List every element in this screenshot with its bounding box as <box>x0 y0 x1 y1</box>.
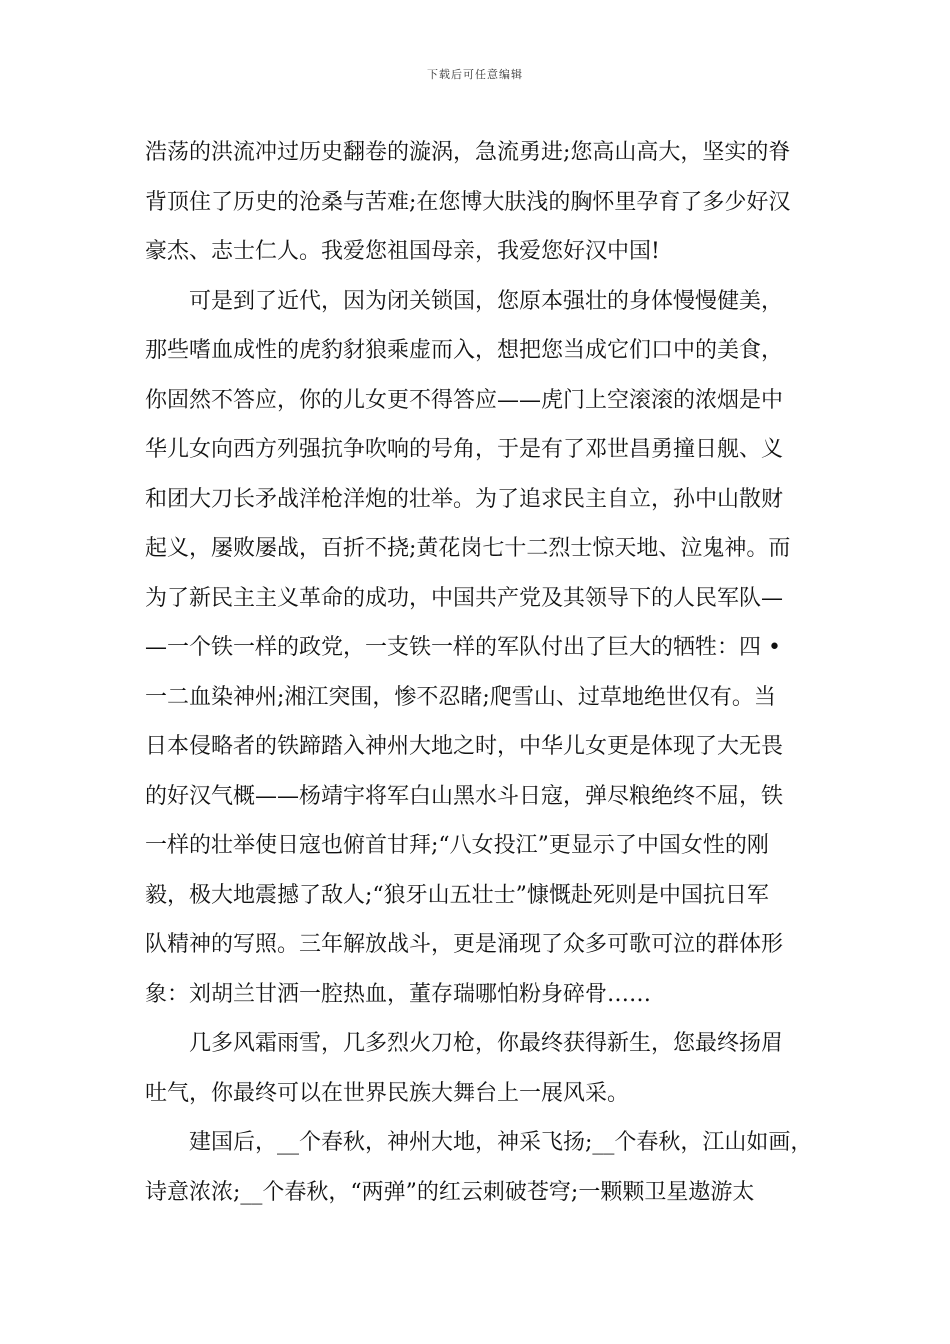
text-line: 建国后，__个春秋，神州大地，神采飞扬;__个春秋，江山如画， <box>145 1130 813 1155</box>
text-line: 象：刘胡兰甘洒一腔热血，董存瑞哪怕粉身碎骨…… <box>145 981 652 1007</box>
text-line: 可是到了近代，因为闭关锁国，您原本强壮的身体慢慢健美， <box>145 288 784 314</box>
text-line: 诗意浓浓;__个春秋，“两弹”的红云刺破苍穹;一颗颗卫星遨游太 <box>145 1179 755 1205</box>
text-line: 起义，屡败屡战，百折不挠;黄花岗七十二烈士惊天地、泣鬼神。而 <box>145 536 791 561</box>
text-line: 队精神的写照。三年解放战斗，更是涌现了众多可歌可泣的群体形 <box>145 932 784 957</box>
text-line: 几多风霜雨雪，几多烈火刀枪，你最终获得新生，您最终扬眉 <box>145 1031 784 1056</box>
text-line: 日本侵略者的铁蹄踏入神州大地之时，中华儿女更是体现了大无畏 <box>145 734 784 759</box>
text-line: 的好汉气概——杨靖宇将军白山黑水斗日寇，弹尽粮绝终不屈，铁 <box>145 783 784 809</box>
text-line: 吐气，你最终可以在世界民族大舞台上一展风采。 <box>145 1080 630 1106</box>
text-line: 你固然不答应，你的儿女更不得答应——虎门上空滚滚的浓烟是中 <box>145 387 784 413</box>
text-line: 浩荡的洪流冲过历史翻卷的漩涡，急流勇进;您高山高大，坚实的脊 <box>145 140 791 165</box>
text-line: 豪杰、志士仁人。我爱您祖国母亲，我爱您好汉中国! <box>145 239 660 264</box>
text-line: 那些嗜血成性的虎豹豺狼乘虚而入，想把您当成它们口中的美食， <box>145 338 784 363</box>
text-line: 一二血染神州;湘江突围，惨不忍睹;爬雪山、过草地绝世仅有。当 <box>145 684 776 710</box>
text-line: 背顶住了历史的沧桑与苦难;在您博大肤浅的胸怀里孕育了多少好汉 <box>145 189 791 215</box>
text-line: 一样的壮举使日寇也俯首甘拜;“八女投江”更显示了中国女性的刚 <box>145 833 769 858</box>
document-body <box>145 128 825 1217</box>
text-line: 为了新民主主义革命的成功，中国共产党及其领导下的人民军队— <box>145 585 784 611</box>
text-line: 华儿女向西方列强抗争吹响的号角，于是有了邓世昌勇撞日舰、义 <box>145 437 784 462</box>
text-line: 毅，极大地震撼了敌人;“狼牙山五壮士”慷慨赴死则是中国抗日军 <box>145 882 769 908</box>
page-header: 下载后可任意编辑 <box>427 68 523 81</box>
text-line: —一个铁一样的政党，一支铁一样的军队付出了巨大的牺牲：四 • <box>145 635 781 660</box>
text-line: 和团大刀长矛战洋枪洋炮的壮举。为了追求民主自立，孙中山散财 <box>145 486 784 512</box>
